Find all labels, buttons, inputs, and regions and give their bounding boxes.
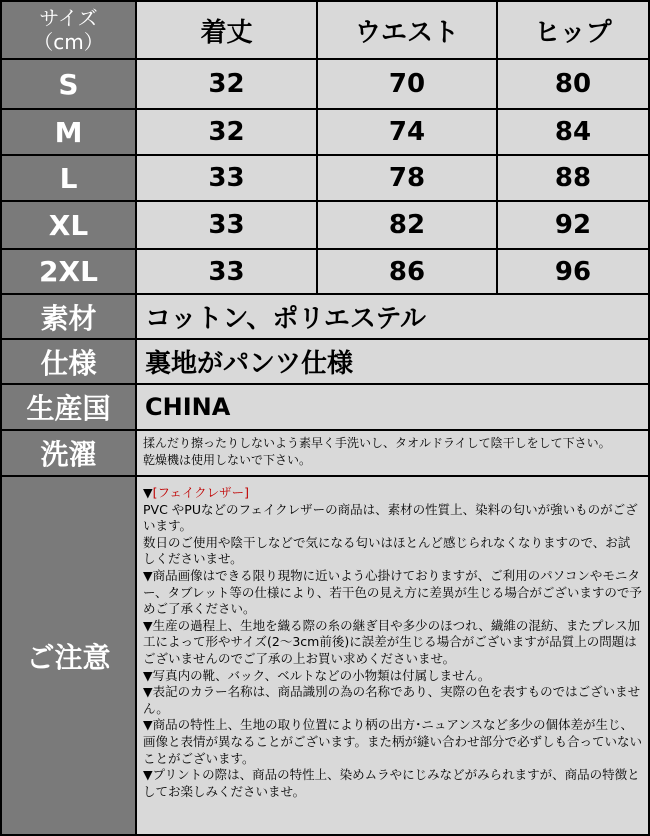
origin-value: CHINA: [137, 385, 648, 429]
wash-value: 揉んだり擦ったりしないよう素早く手洗いし、タオルドライして陰干しをして下さい。 乾燥機は使用しないで下さい。: [137, 431, 648, 475]
caution-line-4: ▼生産の過程上、生地を織る際の糸の継ぎ目や多少のほつれ、繊維の混紡、またプレス加工によって形やサイズ(2〜3cm前後)に誤差が生じる場合がございますが品質上の問題はございませんのでご了承の上お買い求めくださいませ。: [143, 617, 640, 666]
size-header-label: サイズ （cm）: [33, 6, 104, 54]
waist-l: 78: [318, 156, 496, 200]
spec-value: 裏地がパンツ仕様: [137, 340, 648, 383]
caution-line-1: PVC やPUなどのフェイクレザーの商品は、素材の性質上、染料の匂いが強いものがございます。: [143, 501, 638, 534]
size-label-xl: XL: [2, 202, 135, 248]
hip-l: 88: [498, 156, 648, 200]
waist-s: 70: [318, 60, 496, 108]
caution-line-6: ▼表記のカラー名称は、商品識別の為の名称であり、実際の色を表すものではございません。: [143, 684, 641, 716]
waist-header: ウエスト: [318, 2, 496, 58]
spec-label: 仕様: [2, 340, 135, 383]
size-label-2xl: 2XL: [2, 250, 135, 293]
waist-2xl: 86: [318, 250, 496, 293]
caution-line-7: ▼商品の特性上、生地の取り位置により柄の出方･ニュアンスなど多少の個体差が生じ、画像と表情が異なることがございます。また柄が縫い合わせ部分で必ずしも合っていないことがございます。: [143, 717, 643, 766]
hip-header: ヒップ: [498, 2, 648, 58]
caution-line-2: 数日のご使用や陰干しなどで気になる匂いはほとんど感じられなくなりますので、お試しくださいませ。: [143, 534, 631, 567]
material-value: コットン、ポリエステル: [137, 295, 648, 338]
material-label: 素材: [2, 295, 135, 338]
caution-label: ご注意: [2, 477, 135, 834]
wash-label: 洗濯: [2, 431, 135, 475]
hip-xl: 92: [498, 202, 648, 248]
origin-label: 生産国: [2, 385, 135, 429]
fake-leather-heading: [フェイクレザー]: [152, 485, 250, 500]
waist-m: 74: [318, 110, 496, 154]
caution-line-8: ▼プリントの際は、商品の特性上、染めムラやにじみなどがみられますが、商品の特徴としてお楽しみくださいませ。: [143, 767, 640, 799]
length-2xl: 33: [137, 250, 316, 293]
hip-2xl: 96: [498, 250, 648, 293]
caution-line-5: ▼写真内の靴、バック、ベルトなどの小物類は付属しません。: [143, 667, 491, 683]
size-label-m: M: [2, 110, 135, 154]
size-label-s: S: [2, 60, 135, 108]
caution-line-3: ▼商品画像はできる限り現物に近いよう心掛けておりますが、ご利用のパソコンやモニター、タブレット等の仕様により、若干色の見え方に差異が生じる場合がございますので予めご了承ください。: [143, 567, 642, 617]
length-m: 32: [137, 110, 316, 154]
waist-xl: 82: [318, 202, 496, 248]
hip-m: 84: [498, 110, 648, 154]
length-s: 32: [137, 60, 316, 108]
caution-heading: [143, 485, 642, 502]
size-label-l: L: [2, 156, 135, 200]
length-header: 着丈: [137, 2, 316, 58]
length-l: 33: [137, 156, 316, 200]
caution-notes: [137, 477, 648, 834]
hip-s: 80: [498, 60, 648, 108]
length-xl: 33: [137, 202, 316, 248]
heading-marker: ▼: [143, 485, 153, 500]
size-header-cell: [2, 2, 135, 58]
